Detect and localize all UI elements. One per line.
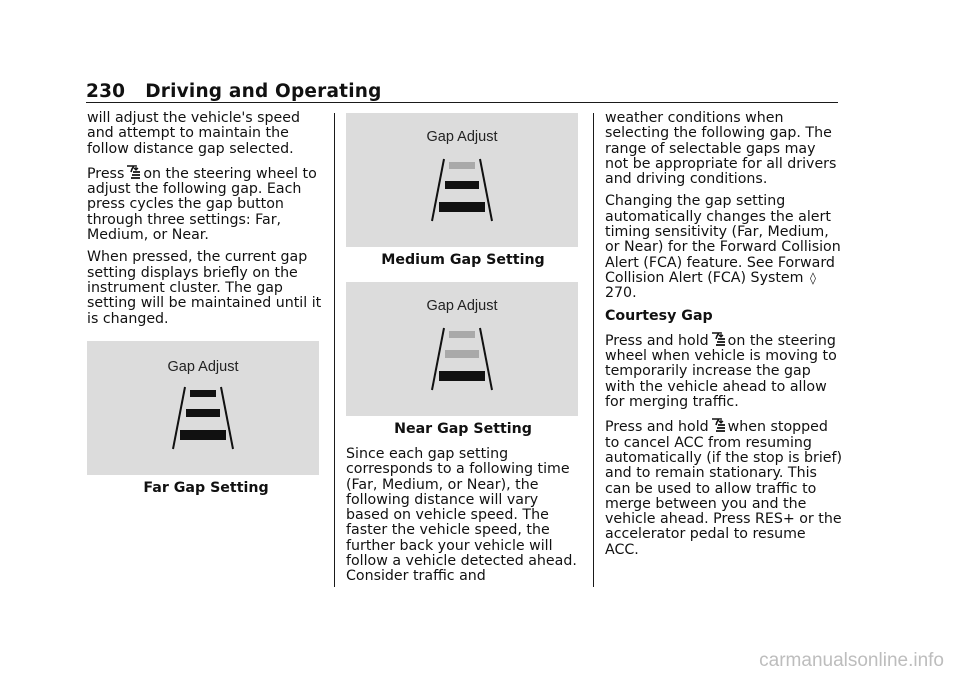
column-2 bbox=[346, 109, 580, 592]
paragraph: weather conditions when selecting the following gap. The range of selectable gaps may not be appropriate for all drivers and driving conditions. bbox=[605, 110, 837, 188]
gap-adjust-illustration bbox=[87, 341, 319, 475]
figure-caption: Near Gap Setting bbox=[394, 421, 532, 437]
gap-adjust-illustration bbox=[346, 113, 578, 247]
figure-medium-gap bbox=[346, 113, 578, 247]
section-title: Driving and Operating bbox=[145, 81, 382, 102]
header-rule bbox=[86, 102, 838, 103]
column-divider-1 bbox=[334, 113, 335, 587]
gap-bars bbox=[432, 328, 492, 390]
figure-far-gap bbox=[87, 341, 319, 475]
paragraph: When pressed, the current gap setting displays briefly on the instrument cluster. The gap setting will be maintained until it is changed. bbox=[87, 249, 322, 327]
figure-title: Gap Adjust bbox=[167, 358, 239, 375]
gap-bar bbox=[449, 162, 475, 169]
paragraph: Changing the gap setting automatically changes the alert timing sensitivity (Far, Medium, or Near) for the Forward Collision Alert (FCA) feature. See Forward Collision Alert (FCA) System ◊270. bbox=[605, 193, 841, 302]
column-3 bbox=[605, 109, 843, 565]
gap-button-icon bbox=[125, 164, 141, 180]
gap-button-icon bbox=[710, 417, 726, 433]
page-reference-link[interactable]: 270. bbox=[605, 285, 637, 302]
gap-bar bbox=[186, 409, 220, 417]
figure-title: Gap Adjust bbox=[426, 129, 498, 145]
paragraph: Press and hold on the steering wheel when vehicle is moving to temporarily increase the gap with the vehicle ahead to allow for merging traffic. bbox=[605, 332, 837, 411]
paragraph: Press on the steering wheel to adjust the following gap. Each press cycles the gap button through three settings: Far, Medium, or Near. bbox=[87, 165, 317, 244]
watermark: carmanualsonline.info bbox=[759, 650, 944, 671]
gap-adjust-illustration bbox=[346, 282, 578, 416]
gap-button-icon bbox=[710, 331, 726, 347]
figure-caption: Medium Gap Setting bbox=[381, 252, 545, 268]
paragraph: will adjust the vehicle's speed and attempt to maintain the follow distance gap selected. bbox=[87, 110, 301, 157]
gap-bar bbox=[180, 430, 226, 440]
gap-bar bbox=[190, 390, 216, 397]
gap-bar bbox=[439, 371, 485, 381]
gap-bars bbox=[173, 387, 233, 449]
page-reference-icon: ◊ bbox=[809, 270, 816, 285]
gap-bar bbox=[449, 331, 475, 338]
page-number: 230 bbox=[86, 81, 126, 102]
figure-title: Gap Adjust bbox=[426, 298, 498, 314]
gap-bar bbox=[439, 202, 485, 212]
paragraph: Since each gap setting corresponds to a following time (Far, Medium, or Near), the following distance will vary based on vehicle speed. The faster the vehicle speed, the further back your vehicle will follow a vehicle detected ahead. Consider traffic and bbox=[346, 446, 577, 585]
figure-caption: Far Gap Setting bbox=[143, 479, 269, 496]
column-divider-2 bbox=[593, 113, 594, 587]
gap-bar bbox=[445, 350, 479, 358]
gap-bar bbox=[445, 181, 479, 189]
gap-bars bbox=[432, 159, 492, 221]
figure-near-gap bbox=[346, 282, 578, 416]
subheading: Courtesy Gap bbox=[605, 307, 713, 324]
column-1 bbox=[87, 109, 325, 506]
paragraph: Press and hold when stopped to cancel ACC from resuming automatically (if the stop is brief) and to remain stationary. This can be used to allow traffic to merge between you and the vehicle ahead. Press RES+ or the accelerator pedal to resume ACC. bbox=[605, 419, 843, 558]
page-header bbox=[86, 81, 382, 102]
